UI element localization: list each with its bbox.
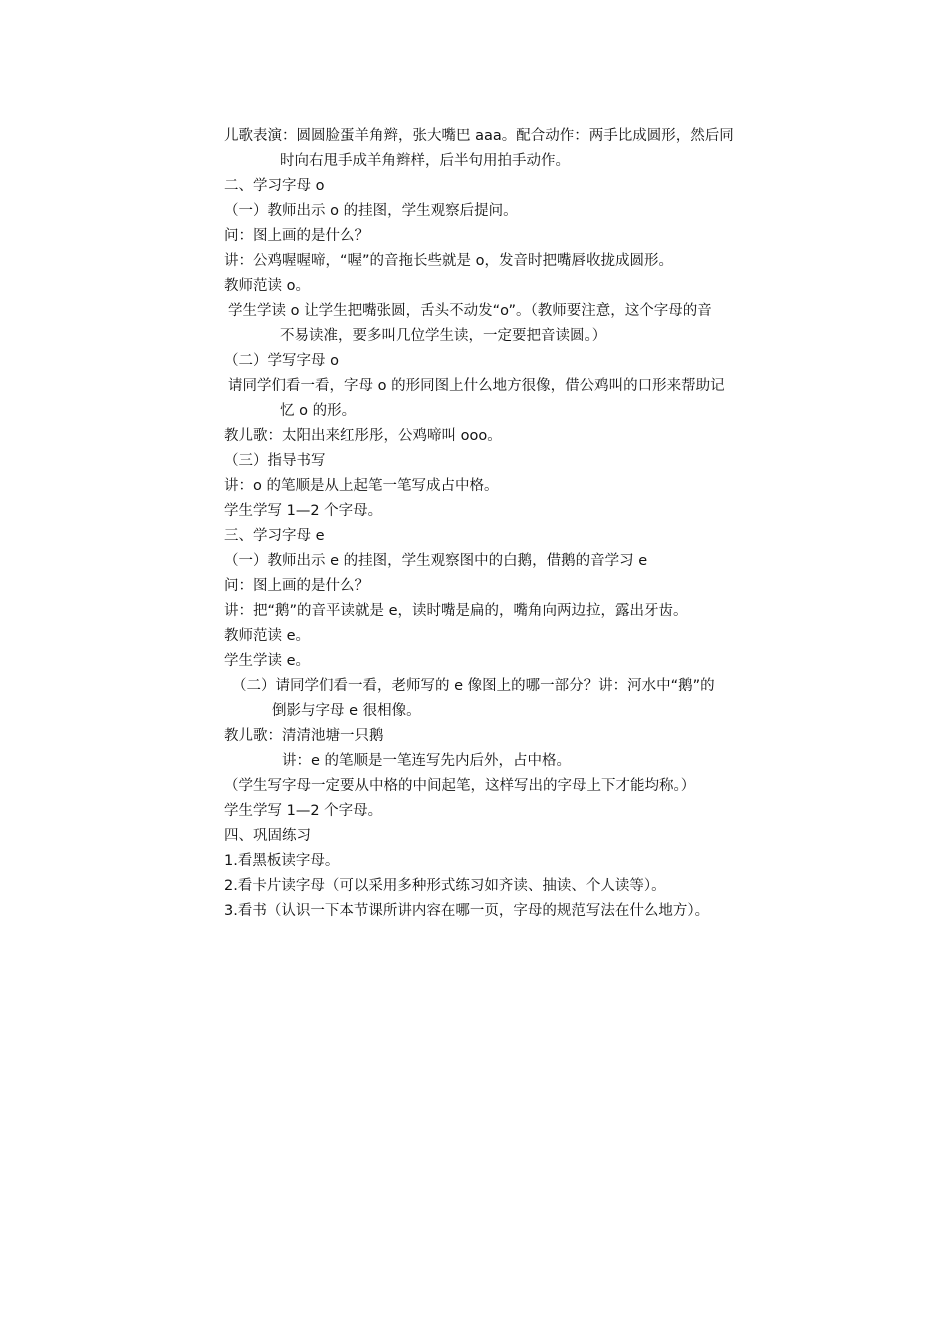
text-line: （二）请同学们看一看，老师写的 e 像图上的哪一部分？讲：河水中“鹅”的 [232, 678, 715, 694]
text-line: （二）学写字母 o [224, 353, 339, 369]
list-item: 1.看黑板读字母。 [224, 853, 340, 869]
text-line: 教儿歌：清清池塘一只鹅 [224, 728, 384, 744]
text-line: 问：图上画的是什么？ [224, 228, 369, 244]
text-line: 请同学们看一看，字母 o 的形同图上什么地方很像，借公鸡叫的口形来帮助记 [228, 378, 725, 394]
text-line: 时向右甩手成羊角辫样，后半句用拍手动作。 [280, 153, 570, 169]
text-line: 讲：把“鹅”的音平读就是 e，读时嘴是扁的，嘴角向两边拉，露出牙齿。 [224, 603, 688, 619]
list-item: 3.看书（认识一下本节课所讲内容在哪一页，字母的规范写法在什么地方）。 [224, 903, 710, 919]
section-heading: 三、学习字母 e [224, 528, 325, 544]
text-line: 讲：公鸡喔喔啼，“喔”的音拖长些就是 o，发音时把嘴唇收拢成圆形。 [224, 253, 674, 269]
text-line: 讲：e 的笔顺是一笔连写先内后外，占中格。 [282, 753, 572, 769]
text-line: （学生写字母一定要从中格的中间起笔，这样写出的字母上下才能均称。） [224, 778, 696, 794]
text-line: 讲：o 的笔顺是从上起笔一笔写成占中格。 [224, 478, 499, 494]
text-line: 不易读准，要多叫几位学生读，一定要把音读圆。） [280, 328, 607, 344]
text-line: 教师范读 e。 [224, 628, 311, 644]
section-heading: 四、巩固练习 [224, 828, 311, 844]
section-heading: 二、学习字母 o [224, 178, 325, 194]
text-line: 教儿歌：太阳出来红彤彤，公鸡啼叫 ooo。 [224, 428, 502, 444]
text-line: 忆 o 的形。 [280, 403, 357, 419]
text-line: 问：图上画的是什么？ [224, 578, 369, 594]
list-item: 2.看卡片读字母（可以采用多种形式练习如齐读、抽读、个人读等）。 [224, 878, 666, 894]
text-line: 学生学读 e。 [224, 653, 311, 669]
text-line: 学生学写 1—2 个字母。 [224, 803, 383, 819]
text-line: 学生学写 1—2 个字母。 [224, 503, 383, 519]
text-line: （三）指导书写 [224, 453, 326, 469]
text-line: 倒影与字母 e 很相像。 [272, 703, 421, 719]
text-line: 儿歌表演：圆圆脸蛋羊角辫，张大嘴巴 aaa。配合动作：两手比成圆形，然后同 [224, 128, 734, 144]
text-line: （一）教师出示 e 的挂图，学生观察图中的白鹅，借鹅的音学习 e [224, 553, 648, 569]
text-line: 学生学读 o 让学生把嘴张圆，舌头不动发“o”。（教师要注意，这个字母的音 [228, 303, 712, 319]
text-line: （一）教师出示 o 的挂图，学生观察后提问。 [224, 203, 518, 219]
text-line: 教师范读 o。 [224, 278, 310, 294]
document-body [224, 124, 814, 924]
